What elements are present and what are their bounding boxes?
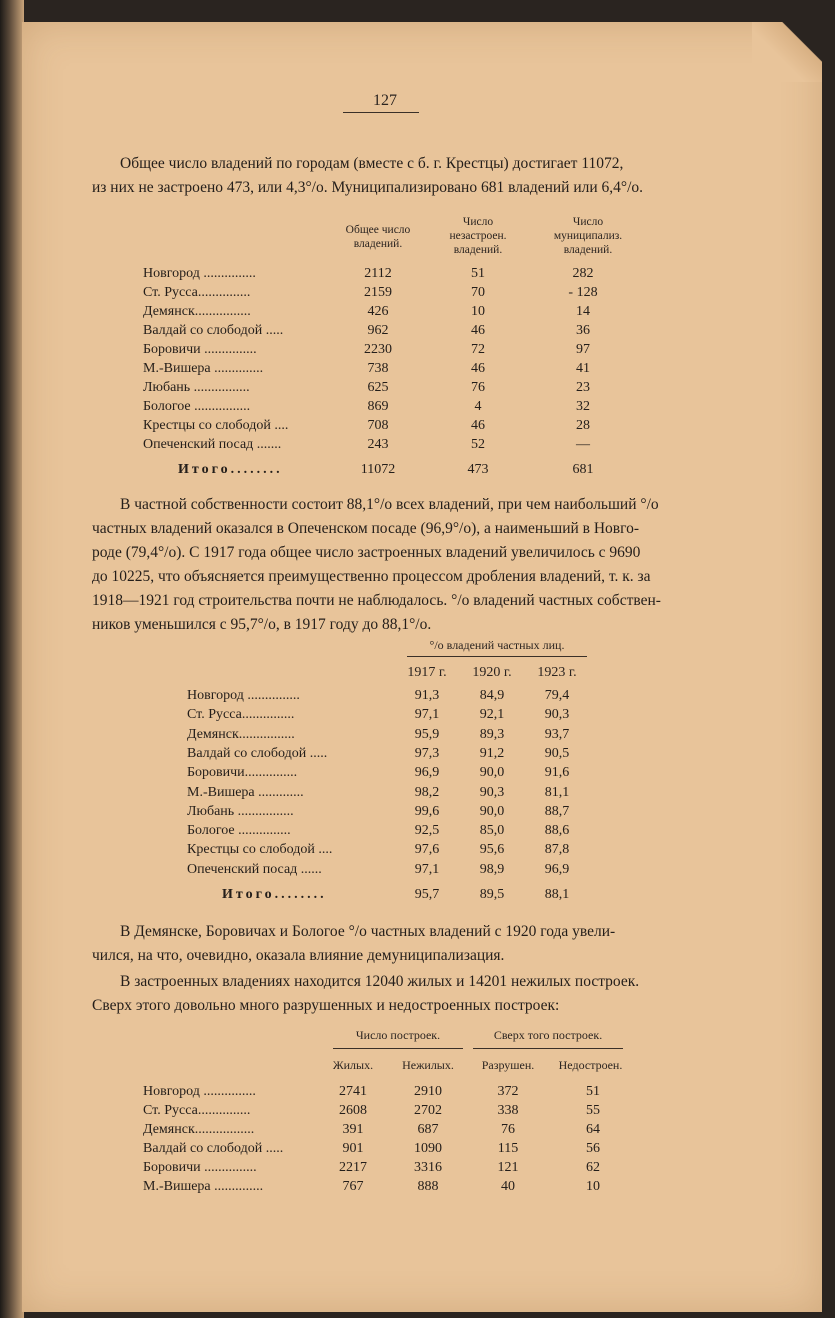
table-total-row (143, 462, 663, 481)
table-row (143, 418, 663, 437)
cell-value: 90,3 (544, 707, 570, 723)
row-label: Опеченский посад ...... (187, 861, 322, 877)
table-row (143, 285, 663, 304)
cell-value: 99,6 (414, 803, 440, 819)
table-row (143, 323, 663, 342)
cell-value: 426 (367, 304, 389, 319)
table-row (187, 823, 607, 842)
cell-value: 473 (467, 462, 489, 477)
cell-value: 2910 (414, 1084, 442, 1099)
text-line: роде (79,4°/о). С 1917 года общее число застроенных владений увеличилось с 9690 (92, 544, 641, 561)
cell-value: 88,7 (544, 803, 570, 819)
cell-value: 121 (497, 1160, 519, 1175)
row-label: Валдай со слободой ..... (187, 745, 328, 761)
cell-value: 681 (572, 462, 594, 477)
cell-value: 97,1 (414, 861, 440, 877)
cell-value: 14 (576, 304, 590, 319)
cell-value: 52 (471, 437, 485, 452)
col-header-residential: Жилых. (332, 1058, 374, 1072)
cell-value: 90,3 (479, 784, 505, 800)
row-label: Бологое ............... (187, 823, 291, 839)
text-line: ников уменьшился с 95,7°/о, в 1917 году до 88,1°/о. (92, 616, 432, 633)
table-row (187, 785, 607, 804)
text-line: В частной собственности состоит 88,1°/о всех владений, при чем наибольший °/о (120, 496, 659, 513)
cell-value: 338 (497, 1103, 519, 1118)
cell-value: 91,3 (414, 688, 440, 703)
table-row (187, 746, 607, 765)
cell-value: 90,0 (479, 765, 505, 781)
row-label: Боровичи ............... (143, 342, 257, 357)
cell-value: 91,6 (544, 765, 570, 781)
cell-value: 32 (576, 399, 590, 414)
cell-value: 89,5 (479, 887, 505, 902)
row-label: М.-Вишера .............. (143, 361, 264, 376)
cell-value: 76 (471, 380, 485, 395)
row-label: Крестцы со слободой .... (143, 418, 289, 433)
cell-value: 79,4 (544, 688, 570, 703)
row-label: Любань ................ (143, 380, 250, 395)
cell-value: 97 (576, 342, 590, 357)
col-header-1917: 1917 г. (407, 665, 447, 680)
table-row (143, 380, 663, 399)
row-label: М.-Вишера ............. (187, 784, 304, 800)
table-row (143, 1179, 663, 1198)
cell-value: 11072 (360, 462, 396, 477)
row-label: Любань ................ (187, 803, 294, 819)
cell-value: 85,0 (479, 823, 505, 839)
cell-value: 2112 (364, 266, 392, 281)
cell-value: 888 (417, 1179, 439, 1194)
paragraph-demunicipalization (92, 920, 724, 968)
cell-value: 708 (367, 418, 389, 433)
text-line: частных владений оказался в Опеченском посаде (96,9°/о), а наименьший в Новго- (92, 520, 639, 537)
row-label: Итого........ (178, 462, 283, 477)
cell-value: 92,5 (414, 823, 440, 839)
cell-value: 51 (471, 266, 485, 281)
cell-value: 87,8 (544, 842, 570, 858)
cell-value: 391 (342, 1122, 364, 1137)
cell-value: - 128 (568, 285, 598, 300)
cell-value: 98,9 (479, 861, 505, 877)
cell-value: 98,2 (414, 784, 440, 800)
cell-value: 23 (576, 380, 590, 395)
cell-value: 738 (367, 361, 389, 376)
cell-value: 10 (471, 304, 485, 319)
cell-value: 96,9 (414, 765, 440, 781)
cell-value: 372 (497, 1084, 519, 1099)
cell-value: 40 (501, 1179, 515, 1194)
table-row (143, 399, 663, 418)
cell-value: 81,1 (544, 784, 570, 800)
text-line: 1918—1921 год строительства почти не наблюдалось. °/о владений частных собствен- (92, 592, 661, 609)
table-row (143, 437, 663, 456)
group-header-buildings-rule (333, 1048, 463, 1049)
text-line: до 10225, что объясняется преимущественно процессом дробления владений, т. к. за (92, 568, 651, 585)
table-row (187, 688, 607, 707)
cell-value: 89,3 (479, 726, 505, 742)
table-row (187, 727, 607, 746)
col-header-nonresidential: Нежилых. (402, 1058, 454, 1072)
row-label: Итого........ (222, 887, 327, 902)
cell-value: 95,7 (414, 887, 440, 902)
cell-value: 93,7 (544, 726, 570, 742)
table-row (143, 1141, 663, 1160)
cell-value: 88,1 (544, 887, 570, 902)
cell-value: 96,9 (544, 861, 570, 877)
table-row (187, 804, 607, 823)
cell-value: 64 (586, 1122, 600, 1137)
row-label: Новгород ............... (143, 1084, 256, 1099)
row-label: Бологое ................ (143, 399, 251, 414)
buildings-table (143, 1028, 663, 1198)
row-label: Ст. Русса............... (143, 1103, 251, 1118)
holdings-table (143, 213, 663, 483)
cell-value: 97,1 (414, 707, 440, 723)
cell-value: 625 (367, 380, 389, 395)
cell-value: 70 (471, 285, 485, 300)
group-header-private: °/о владений частных лиц. (429, 638, 565, 652)
row-label: Валдай со слободой ..... (143, 1141, 284, 1156)
paragraph-total-holdings (92, 152, 724, 200)
row-label: Боровичи............... (187, 765, 298, 781)
cell-value: 92,1 (479, 707, 505, 723)
cell-value: 72 (471, 342, 485, 357)
table-row (187, 707, 607, 726)
table-total-row (187, 887, 607, 906)
cell-value: 46 (471, 323, 485, 338)
table-row (187, 765, 607, 784)
group-header-buildings: Число построек. (355, 1028, 441, 1042)
table-row (143, 1084, 663, 1103)
row-label: Демянск................ (187, 726, 295, 742)
cell-value: 10 (586, 1179, 600, 1194)
row-label: Боровичи ............... (143, 1160, 257, 1175)
cell-value: 2159 (364, 285, 392, 300)
col-header-unbuilt: Число незастроен. владений. (449, 216, 507, 256)
cell-value: 2702 (414, 1103, 442, 1118)
private-holdings-table (187, 636, 607, 906)
table-row (143, 1103, 663, 1122)
table-row (143, 342, 663, 361)
paragraph-private-ownership (92, 493, 724, 637)
row-label: М.-Вишера .............. (143, 1179, 264, 1194)
row-label: Новгород ............... (143, 266, 256, 281)
book-spine (0, 0, 24, 1318)
cell-value: 282 (572, 266, 594, 281)
paragraph-buildings (92, 970, 724, 1018)
text-line: из них не застроено 473, или 4,3°/о. Муниципализировано 681 владений или 6,4°/о. (92, 179, 644, 196)
cell-value: — (576, 437, 590, 452)
table-row (143, 361, 663, 380)
col-header-1923: 1923 г. (537, 665, 577, 680)
cell-value: 767 (342, 1179, 364, 1194)
row-label: Демянск................. (143, 1122, 255, 1137)
cell-value: 97,6 (414, 842, 440, 858)
text-line: В застроенных владениях находится 12040 жилых и 14201 нежилых построек. (120, 973, 640, 990)
cell-value: 1090 (414, 1141, 442, 1156)
table-row (143, 1160, 663, 1179)
row-label: Ст. Русса............... (187, 707, 295, 723)
cell-value: 2608 (339, 1103, 367, 1118)
cell-value: 41 (576, 361, 590, 376)
col-header-municipalized: Число муниципализ. владений. (553, 216, 623, 256)
cell-value: 51 (586, 1084, 600, 1099)
text-line: Сверх этого довольно много разрушенных и недостроенных построек: (92, 997, 560, 1014)
table-row (187, 862, 607, 881)
row-label: Демянск................ (143, 304, 251, 319)
cell-value: 46 (471, 418, 485, 433)
cell-value: 95,9 (414, 726, 440, 742)
cell-value: 687 (417, 1122, 439, 1137)
row-label: Новгород ............... (187, 688, 300, 703)
col-header-destroyed: Разрушен. (481, 1058, 535, 1072)
cell-value: 46 (471, 361, 485, 376)
text-line: В Демянске, Боровичах и Бологое °/о частных владений с 1920 года увели- (120, 923, 616, 940)
cell-value: 90,5 (544, 745, 570, 761)
cell-value: 95,6 (479, 842, 505, 858)
cell-value: 88,6 (544, 823, 570, 839)
cell-value: 2217 (339, 1160, 367, 1175)
cell-value: 55 (586, 1103, 600, 1118)
row-label: Опеченский посад ....... (143, 437, 282, 452)
row-label: Ст. Русса............... (143, 285, 251, 300)
cell-value: 115 (497, 1141, 519, 1156)
cell-value: 36 (576, 323, 590, 338)
table-row (143, 304, 663, 323)
col-header-total: Общее число владений. (345, 224, 411, 250)
row-label: Крестцы со слободой .... (187, 842, 333, 858)
cell-value: 84,9 (479, 688, 505, 703)
page-fold-corner (752, 22, 822, 82)
cell-value: 56 (586, 1141, 600, 1156)
cell-value: 243 (367, 437, 389, 452)
cell-value: 869 (367, 399, 389, 414)
cell-value: 90,0 (479, 803, 505, 819)
table-row (143, 1122, 663, 1141)
table-row (187, 842, 607, 861)
group-header-extra: Сверх того построек. (493, 1028, 603, 1042)
group-header-rule (407, 656, 587, 657)
group-header-extra-rule (473, 1048, 623, 1049)
table-row (143, 266, 663, 285)
cell-value: 901 (342, 1141, 364, 1156)
cell-value: 28 (576, 418, 590, 433)
cell-value: 3316 (414, 1160, 442, 1175)
cell-value: 62 (586, 1160, 600, 1175)
cell-value: 91,2 (479, 745, 505, 761)
cell-value: 97,3 (414, 745, 440, 761)
page-number: 127 (373, 92, 397, 109)
cell-value: 76 (501, 1122, 515, 1137)
text-line: чился, на что, очевидно, оказала влияние демуниципализация. (92, 947, 505, 964)
col-header-unfinished: Недострoен. (558, 1058, 623, 1072)
row-label: Валдай со слободой ..... (143, 323, 284, 338)
cell-value: 4 (474, 399, 482, 414)
col-header-1920: 1920 г. (472, 665, 512, 680)
cell-value: 2741 (339, 1084, 367, 1099)
page-number-rule (343, 112, 419, 113)
text-line: Общее число владений по городам (вместе с б. г. Крестцы) достигает 11072, (120, 155, 624, 172)
cell-value: 2230 (364, 342, 392, 357)
cell-value: 962 (367, 323, 389, 338)
